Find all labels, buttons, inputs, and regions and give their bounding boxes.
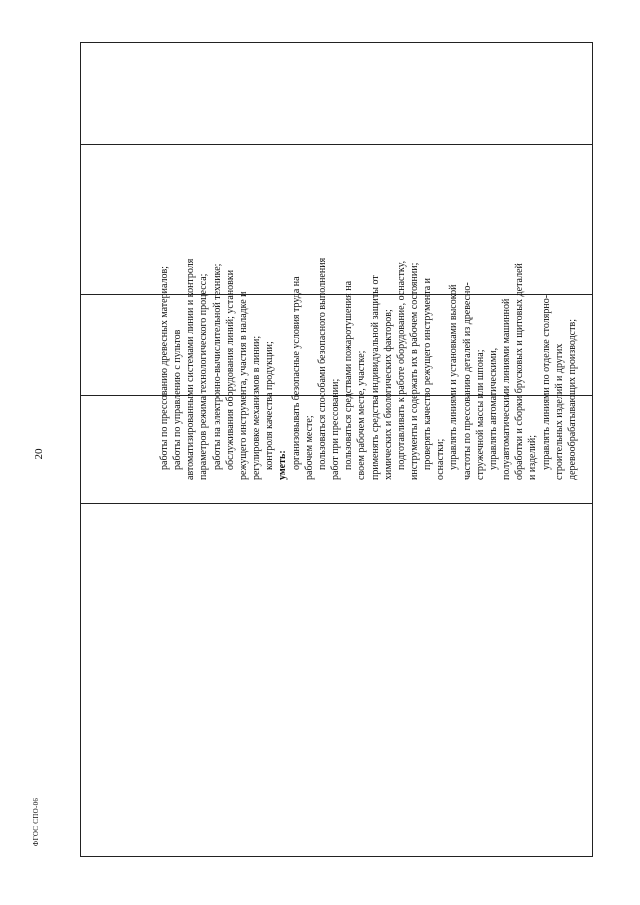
cell-text-line: и изделий; [527, 435, 539, 480]
cell-text-line: подготавливать к работе оборудование, оснастку, [395, 260, 407, 470]
cell-text-line: строительных изделий и других [553, 343, 565, 480]
cell-text-line: параметров режима технологического процесса; [198, 273, 210, 480]
cell-text-line: управлять автоматическими, [487, 347, 499, 470]
cell-text-line: работ при прессовании; [330, 378, 342, 480]
cell-text-line: деревообрабатывающих производств; [566, 319, 578, 480]
cell-text-line: инструменты и содержать их в рабочем состоянии; [408, 262, 420, 480]
cell-text-line: химических и биологических факторов; [382, 309, 394, 480]
cell-text-line: обслуживания оборудования линий; установки [224, 269, 236, 470]
cell-text-line: автоматизированными системами линии и контроля [185, 258, 197, 480]
cell-text-line: полуавтоматическими линиями машинной [501, 298, 513, 480]
cell-text-line: обработки и сборки брусковых и щитовых деталей [514, 263, 526, 480]
cell-text-line: организовывать безопасные условия труда на [290, 276, 302, 470]
cell-text-line: управлять линиями и установками высокой [448, 284, 460, 470]
table-border-right [80, 42, 593, 43]
competency-description-cell [158, 108, 640, 480]
cell-text-line: работы на электронно-вычислительной технике; [211, 263, 223, 470]
footer-code: ФГОС СПО-06 [32, 797, 40, 847]
cell-text-line: стружечной массы или шпона; [474, 349, 486, 480]
cell-text-line: частоты по прессованию деталей из древесно- [461, 282, 473, 480]
cell-text-line: управлять линиями по отделке столярно- [540, 294, 552, 470]
cell-text-line: работы по прессованию древесных материалов; [159, 266, 170, 470]
cell-text-line: уметь: [277, 450, 289, 480]
cell-text-line: режущего инструмента, участия в наладке и [237, 291, 249, 480]
cell-text-line: своем рабочем месте, участке; [356, 350, 368, 480]
cell-text-line: работы по управлению с пультов [172, 329, 184, 470]
cell-text-line: контроля качества продукции; [264, 341, 276, 470]
cell-text-line: применять средства индивидуальной защиты от [369, 275, 381, 480]
table-border-left [80, 856, 593, 857]
table-border-top [80, 42, 81, 857]
cell-text-line: регулировке механизмов в линии; [251, 335, 263, 480]
cell-text-line: рабочем месте; [303, 415, 315, 480]
cell-text-line: проверять качество режущего инструмента и [422, 277, 434, 470]
cell-text-line: пользоваться средствами пожаротушения на [343, 280, 355, 470]
table-row-divider [80, 503, 593, 504]
page-number: 20 [33, 448, 45, 460]
cell-text-line: пользоваться способами безопасного выполнения [316, 257, 328, 470]
cell-text-line: оснастки; [435, 438, 447, 480]
